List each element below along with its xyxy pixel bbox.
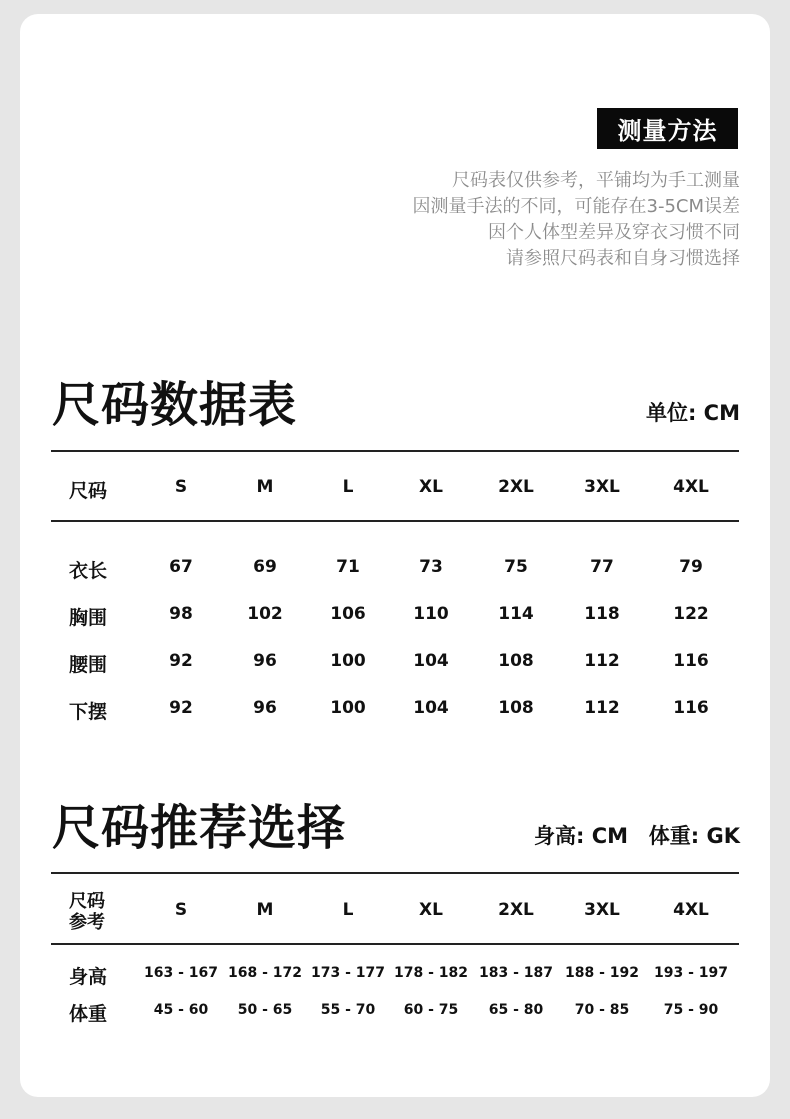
table-top-rule bbox=[51, 450, 739, 452]
size-value-cell: 106 bbox=[330, 604, 366, 624]
note-line: 请参照尺码表和自身习惯选择 bbox=[506, 248, 740, 269]
size-value-cell: 98 bbox=[169, 604, 193, 624]
size-header-cell: M bbox=[256, 477, 274, 497]
size-value-cell: 104 bbox=[413, 698, 449, 718]
size-value-cell: 92 bbox=[169, 698, 193, 718]
size-value-cell: 100 bbox=[330, 698, 366, 718]
recommend-header-label bbox=[69, 891, 105, 933]
recommend-value-cell: 50 - 65 bbox=[237, 1002, 293, 1018]
header-label-line: 参考 bbox=[69, 912, 105, 933]
measure-notes bbox=[413, 168, 741, 272]
size-value-cell: 116 bbox=[673, 651, 709, 671]
size-value-cell: 77 bbox=[590, 557, 614, 577]
recommend-header-rule bbox=[51, 943, 739, 945]
size-row-label: 衣长 bbox=[69, 560, 108, 582]
size-header-label: 尺码 bbox=[69, 480, 108, 502]
height-unit: 身高: CM bbox=[534, 824, 629, 848]
note-line: 尺码表仅供参考，平铺均为手工测量 bbox=[452, 170, 740, 191]
size-header-cell: S bbox=[174, 477, 188, 497]
recommend-header-cell: 4XL bbox=[673, 900, 709, 920]
recommend-value-cell: 55 - 70 bbox=[320, 1002, 376, 1018]
size-row-label: 腰围 bbox=[69, 654, 108, 676]
recommend-header-cell: M bbox=[256, 900, 274, 920]
recommend-value-cell: 193 - 197 bbox=[653, 965, 729, 981]
recommend-value-cell: 178 - 182 bbox=[393, 965, 469, 981]
recommend-value-cell: 183 - 187 bbox=[478, 965, 554, 981]
size-value-cell: 102 bbox=[247, 604, 283, 624]
recommend-value-cell: 173 - 177 bbox=[310, 965, 386, 981]
size-value-cell: 79 bbox=[679, 557, 703, 577]
size-value-cell: 108 bbox=[498, 651, 534, 671]
size-value-cell: 114 bbox=[498, 604, 534, 624]
size-value-cell: 67 bbox=[169, 557, 193, 577]
recommend-header-cell: L bbox=[342, 900, 354, 920]
recommend-value-cell: 60 - 75 bbox=[403, 1002, 459, 1018]
size-table-title: 尺码数据表 bbox=[52, 377, 298, 433]
recommend-header-cell: 2XL bbox=[498, 900, 534, 920]
recommend-value-cell: 163 - 167 bbox=[143, 965, 219, 981]
size-value-cell: 118 bbox=[584, 604, 620, 624]
size-row-label: 胸围 bbox=[69, 607, 108, 629]
recommend-value-cell: 70 - 85 bbox=[574, 1002, 630, 1018]
size-value-cell: 96 bbox=[253, 698, 277, 718]
recommend-value-cell: 168 - 172 bbox=[227, 965, 303, 981]
size-value-cell: 75 bbox=[504, 557, 528, 577]
size-row-label: 下摆 bbox=[69, 701, 108, 723]
recommend-top-rule bbox=[51, 872, 739, 874]
recommend-header-cell: S bbox=[174, 900, 188, 920]
size-header-cell: 3XL bbox=[584, 477, 620, 497]
size-value-cell: 104 bbox=[413, 651, 449, 671]
size-value-cell: 108 bbox=[498, 698, 534, 718]
measure-method-badge: 测量方法 bbox=[597, 108, 738, 149]
size-table-unit: 单位: CM bbox=[645, 401, 740, 425]
size-value-cell: 100 bbox=[330, 651, 366, 671]
size-header-cell: L bbox=[342, 477, 354, 497]
recommend-table-title: 尺码推荐选择 bbox=[52, 800, 347, 856]
size-header-cell: 4XL bbox=[673, 477, 709, 497]
recommend-value-cell: 45 - 60 bbox=[153, 1002, 209, 1018]
note-line: 因个人体型差异及穿衣习惯不同 bbox=[488, 222, 740, 243]
note-line: 因测量手法的不同，可能存在3-5CM误差 bbox=[412, 196, 740, 217]
header-label-line: 尺码 bbox=[69, 891, 105, 912]
recommend-row-label: 身高 bbox=[69, 966, 108, 988]
size-value-cell: 96 bbox=[253, 651, 277, 671]
size-value-cell: 73 bbox=[419, 557, 443, 577]
size-header-cell: XL bbox=[419, 477, 443, 497]
size-value-cell: 112 bbox=[584, 651, 620, 671]
recommend-value-cell: 65 - 80 bbox=[488, 1002, 544, 1018]
table-header-rule bbox=[51, 520, 739, 522]
recommend-header-cell: XL bbox=[419, 900, 443, 920]
recommend-header-cell: 3XL bbox=[584, 900, 620, 920]
size-value-cell: 69 bbox=[253, 557, 277, 577]
recommend-value-cell: 188 - 192 bbox=[564, 965, 640, 981]
size-value-cell: 112 bbox=[584, 698, 620, 718]
recommend-row-label: 体重 bbox=[69, 1003, 108, 1025]
size-header-cell: 2XL bbox=[498, 477, 534, 497]
size-value-cell: 71 bbox=[336, 557, 360, 577]
size-value-cell: 122 bbox=[673, 604, 709, 624]
weight-unit: 体重: GK bbox=[648, 824, 740, 848]
recommend-value-cell: 75 - 90 bbox=[663, 1002, 719, 1018]
size-value-cell: 92 bbox=[169, 651, 193, 671]
size-value-cell: 110 bbox=[413, 604, 449, 624]
size-value-cell: 116 bbox=[673, 698, 709, 718]
